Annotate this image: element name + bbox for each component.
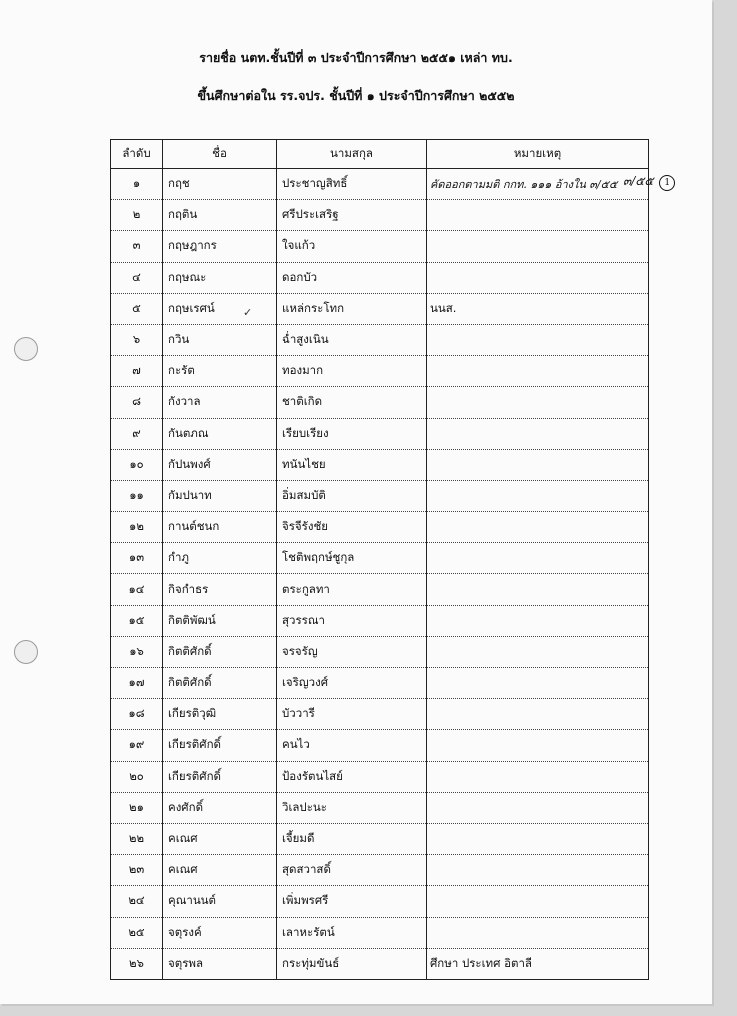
remark: [427, 324, 649, 355]
table-row: [111, 823, 649, 854]
table-row: [111, 512, 649, 543]
header-last-name: นามสกุล: [277, 140, 427, 169]
last-name: จรจรัญ: [277, 636, 427, 667]
row-number: ๕: [111, 293, 163, 324]
first-name: กะรัต: [163, 356, 277, 387]
row-number: ๑๓: [111, 543, 163, 574]
table-row: [111, 699, 649, 730]
handwritten-ref: ๓/๕๕: [623, 174, 654, 188]
row-number: ๙: [111, 418, 163, 449]
table-row: [111, 480, 649, 511]
table-body: [111, 169, 649, 980]
row-number: ๒๒: [111, 823, 163, 854]
first-name: กันตภณ: [163, 418, 277, 449]
row-number: ๑๑: [111, 480, 163, 511]
table-row: [111, 200, 649, 231]
last-name: บัววารี: [277, 699, 427, 730]
table-header-row: [111, 140, 649, 169]
last-name: จิรจีรังชัย: [277, 512, 427, 543]
row-number: ๒: [111, 200, 163, 231]
first-name: กิตติศักดิ์: [163, 668, 277, 699]
last-name: ป้องรัตนไสย์: [277, 761, 427, 792]
remark: [427, 792, 649, 823]
row-number: ๑๙: [111, 730, 163, 761]
last-name: ดอกบัว: [277, 262, 427, 293]
last-name: เรียบเรียง: [277, 418, 427, 449]
first-name: กิตติศักดิ์: [163, 636, 277, 667]
remark: [427, 886, 649, 917]
last-name: ประชาญสิทธิ์: [277, 169, 427, 200]
remark: [427, 605, 649, 636]
first-name: กานต์ชนก: [163, 512, 277, 543]
first-name: กัมปนาท: [163, 480, 277, 511]
row-number: ๘: [111, 387, 163, 418]
table-row: [111, 855, 649, 886]
first-name: กฤช: [163, 169, 277, 200]
table-row: [111, 886, 649, 917]
last-name: คนไว: [277, 730, 427, 761]
first-name: กวิน: [163, 324, 277, 355]
remark: [427, 917, 649, 948]
last-name: ศรีประเสริฐ: [277, 200, 427, 231]
remark: ศึกษา ประเทศ อิตาลี: [427, 948, 649, 979]
first-name: กิตติพัฒน์: [163, 605, 277, 636]
table-row: [111, 668, 649, 699]
document-title-line-2: ขึ้นศึกษาต่อใน รร.จปร. ชั้นปีที่ ๑ ประจำปีการศึกษา ๒๕๕๒: [197, 88, 515, 103]
first-name: เกียรติศักดิ์: [163, 730, 277, 761]
row-number: ๗: [111, 356, 163, 387]
last-name: สุดสวาสดิ์: [277, 855, 427, 886]
last-name: ทองมาก: [277, 356, 427, 387]
first-name: กฤษเรศน์: [163, 293, 277, 324]
row-number: ๒๖: [111, 948, 163, 979]
row-number: ๔: [111, 262, 163, 293]
first-name: คงศักดิ์: [163, 792, 277, 823]
handwritten-annotation: [623, 172, 675, 191]
last-name: สุวรรณา: [277, 605, 427, 636]
table-row: [111, 262, 649, 293]
row-number: ๒๕: [111, 917, 163, 948]
remark: [427, 449, 649, 480]
table-row: [111, 231, 649, 262]
remark: [427, 512, 649, 543]
remark: [427, 200, 649, 231]
table-row: [111, 761, 649, 792]
first-name: เกียรติศักดิ์: [163, 761, 277, 792]
table-row: [111, 387, 649, 418]
row-number: ๒๑: [111, 792, 163, 823]
first-name: กิจกำธร: [163, 574, 277, 605]
table-row: [111, 636, 649, 667]
row-number: ๑: [111, 169, 163, 200]
table-row: [111, 418, 649, 449]
punch-hole: [14, 640, 38, 664]
header-number: ลำดับ: [111, 140, 163, 169]
row-number: ๑๕: [111, 605, 163, 636]
table-row: [111, 169, 649, 200]
remark: [427, 668, 649, 699]
last-name: โชติพฤกษ์ชูกุล: [277, 543, 427, 574]
row-number: ๑๒: [111, 512, 163, 543]
first-name: กฤษฎากร: [163, 231, 277, 262]
last-name: เพิ่มพรศรี: [277, 886, 427, 917]
table-row: [111, 449, 649, 480]
last-name: ชาติเกิด: [277, 387, 427, 418]
row-number: ๑๐: [111, 449, 163, 480]
row-number: ๑๗: [111, 668, 163, 699]
remark: [427, 387, 649, 418]
row-number: ๒๔: [111, 886, 163, 917]
first-name: เกียรติวุฒิ: [163, 699, 277, 730]
table-row: [111, 356, 649, 387]
table-row: [111, 948, 649, 979]
row-number: ๑๖: [111, 636, 163, 667]
table-row: [111, 730, 649, 761]
row-number: ๒๓: [111, 855, 163, 886]
last-name: ฉ่ำสูงเนิน: [277, 324, 427, 355]
first-name: จตุรงค์: [163, 917, 277, 948]
last-name: กระทุ่มขันธ์: [277, 948, 427, 979]
last-name: อิ่มสมบัติ: [277, 480, 427, 511]
row-number: ๖: [111, 324, 163, 355]
document-title-line-1: รายชื่อ นตท.ชั้นปีที่ ๓ ประจำปีการศึกษา ๒๕๕๑ เหล่า ทบ.: [199, 50, 513, 65]
remark: [427, 636, 649, 667]
last-name: วิเลปะนะ: [277, 792, 427, 823]
first-name: กฤติน: [163, 200, 277, 231]
remark: [427, 356, 649, 387]
remark: [427, 418, 649, 449]
first-name: คเณศ: [163, 855, 277, 886]
remark: [427, 480, 649, 511]
first-name: กำภู: [163, 543, 277, 574]
first-name: จตุรพล: [163, 948, 277, 979]
remark: [427, 262, 649, 293]
last-name: เลาหะรัตน์: [277, 917, 427, 948]
remark: [427, 699, 649, 730]
table-row: [111, 574, 649, 605]
table-row: [111, 324, 649, 355]
remark: [427, 855, 649, 886]
remark: [427, 761, 649, 792]
table-row: [111, 543, 649, 574]
row-number: ๓: [111, 231, 163, 262]
remark: [427, 730, 649, 761]
header-remark: หมายเหตุ: [427, 140, 649, 169]
row-number: ๑๔: [111, 574, 163, 605]
punch-hole: [14, 337, 38, 361]
remark: [427, 823, 649, 854]
remark: [427, 574, 649, 605]
first-name: กังวาล: [163, 387, 277, 418]
last-name: แหล่กระโทก: [277, 293, 427, 324]
student-list-table: [110, 139, 649, 980]
last-name: ทนันไชย: [277, 449, 427, 480]
first-name: กัปนพงศ์: [163, 449, 277, 480]
remark: คัดออกตามมติ กกท. ๑๑๑ อ้างใน ๓/๕๕: [427, 169, 649, 200]
remark: [427, 231, 649, 262]
first-name: คเณศ: [163, 823, 277, 854]
check-mark: ✓: [243, 306, 253, 319]
table-row: [111, 917, 649, 948]
first-name: คุณานนต์: [163, 886, 277, 917]
remark: [427, 543, 649, 574]
remark: นนส.: [427, 293, 649, 324]
first-name: กฤษณะ: [163, 262, 277, 293]
last-name: เจริญวงศ์: [277, 668, 427, 699]
table-row: [111, 293, 649, 324]
row-number: ๑๘: [111, 699, 163, 730]
table-row: [111, 792, 649, 823]
last-name: ใจแก้ว: [277, 231, 427, 262]
row-number: ๒๐: [111, 761, 163, 792]
table-row: [111, 605, 649, 636]
header-first-name: ชื่อ: [163, 140, 277, 169]
last-name: เจี้ยมดี: [277, 823, 427, 854]
last-name: ตระกูลทา: [277, 574, 427, 605]
circled-number: 1: [659, 175, 675, 191]
